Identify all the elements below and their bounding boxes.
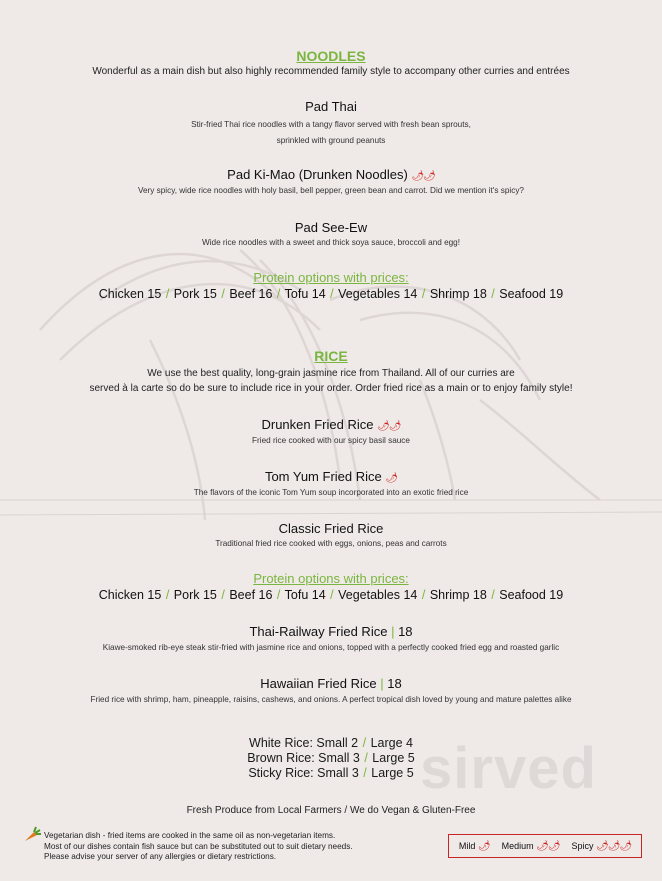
rice-large: Large 4: [370, 736, 413, 750]
dish-name: Thai-Railway Fried Rice | 18: [249, 624, 413, 639]
rice-heading: RICE: [314, 348, 348, 364]
rice-subtitle: served à la carte so do be sure to include rice in your order. Order fried rice as a main or to enjoy family style!: [89, 383, 573, 394]
legend-item: [502, 841, 560, 852]
footer-line: Fresh Produce from Local Farmers / We do Vegan & Gluten-Free: [186, 805, 476, 816]
protein-option: Vegetables 14: [338, 287, 418, 301]
rice-label: Sticky Rice:: [248, 766, 314, 780]
note-line: Vegetarian dish - fried items are cooked in the same oil as non-vegetarian items.: [44, 831, 336, 840]
protein-option: Seafood 19: [499, 588, 564, 602]
protein-option: Pork 15: [173, 287, 217, 301]
plain-rice-row: Sticky Rice: Small 3 / Large 5: [248, 766, 414, 780]
note-line: Please advise your server of any allergies or dietary restrictions.: [44, 852, 277, 861]
chili-icon: 🌶🌶: [377, 421, 401, 432]
rice-subtitle: We use the best quality, long-grain jasmine rice from Thailand. All of our curries are: [147, 368, 515, 379]
carrot-icon: [22, 826, 42, 844]
protein-list: Chicken 15 / Pork 15 / Beef 16 / Tofu 14 / Vegetables 14 / Shrimp 18 / Seafood 19: [98, 588, 564, 602]
dietary-note: [44, 831, 424, 863]
dish-description: The flavors of the iconic Tom Yum soup incorporated into an exotic fried rice: [193, 488, 469, 497]
dish-description: Traditional fried rice cooked with eggs, onions, peas and carrots: [215, 539, 447, 548]
dish-title: Classic Fried Rice: [278, 521, 384, 536]
dish-description: Wide rice noodles with a sweet and thick soya sauce, broccoli and egg!: [201, 238, 461, 247]
protein-option: Tofu 14: [284, 287, 326, 301]
protein-list: Chicken 15 / Pork 15 / Beef 16 / Tofu 14 / Vegetables 14 / Shrimp 18 / Seafood 19: [98, 287, 564, 301]
plain-rice-row: Brown Rice: Small 3 / Large 5: [247, 751, 415, 765]
rice-large: Large 5: [372, 751, 415, 765]
dish-title: Drunken Fried Rice: [261, 417, 374, 432]
rice-label: Brown Rice:: [247, 751, 315, 765]
protein-option: Tofu 14: [284, 588, 326, 602]
dish-description: Very spicy, wide rice noodles with holy basil, bell pepper, green bean and carrot. Did we mention it's spicy?: [138, 186, 524, 195]
dish-description: Fried rice with shrimp, ham, pineapple, raisins, cashews, and onions. A perfect tropical dish loved by young and mature palettes alike: [90, 695, 572, 704]
protein-heading: Protein options with prices:: [253, 571, 409, 586]
dish-description: Kiawe-smoked rib-eye steak stir-fried with jasmine rice and onions, topped with a perfectly cooked fried egg and roasted garlic: [102, 643, 560, 652]
protein-heading: Protein options with prices:: [253, 270, 409, 285]
chili-icon: 🌶🌶: [411, 171, 435, 182]
watermark: sirved: [420, 736, 597, 801]
dish-name: [0, 417, 662, 432]
protein-option: Shrimp 18: [429, 588, 487, 602]
dish-title: Pad Thai: [305, 99, 357, 114]
chili-icon: 🌶: [477, 840, 490, 852]
rice-small: Small 2: [316, 736, 359, 750]
dish-price: 18: [387, 676, 402, 691]
dish-name: Hawaiian Fried Rice | 18: [260, 676, 402, 691]
protein-option: Shrimp 18: [429, 287, 487, 301]
dish-title: Thai-Railway Fried Rice: [249, 624, 388, 639]
rice-small: Small 3: [318, 751, 360, 765]
rice-large: Large 5: [371, 766, 414, 780]
noodles-heading: NOODLES: [296, 48, 366, 64]
dish-description: Stir-fried Thai rice noodles with a tangy flavor served with fresh bean sprouts,: [191, 120, 471, 129]
legend-label: Spicy: [571, 840, 594, 851]
protein-option: Chicken 15: [98, 588, 162, 602]
protein-option: Chicken 15: [98, 287, 162, 301]
dish-name: [0, 469, 662, 484]
chili-icon: 🌶🌶🌶: [596, 840, 632, 852]
protein-option: Beef 16: [229, 588, 273, 602]
dish-name: [0, 220, 662, 235]
plain-rice-row: White Rice: Small 2 / Large 4: [249, 736, 413, 750]
dish-name: [0, 167, 662, 182]
dish-description: sprinkled with ground peanuts: [276, 136, 386, 145]
protein-option: Beef 16: [229, 287, 273, 301]
dish-title: Hawaiian Fried Rice: [260, 676, 377, 691]
dish-title: Pad See-Ew: [294, 220, 368, 235]
dish-title: Tom Yum Fried Rice: [264, 469, 382, 484]
dish-title: Pad Ki-Mao (Drunken Noodles): [227, 167, 408, 182]
dish-price: 18: [398, 624, 413, 639]
protein-option: Vegetables 14: [338, 588, 418, 602]
spice-legend: [448, 834, 642, 858]
rice-small: Small 3: [317, 766, 359, 780]
protein-option: Seafood 19: [499, 287, 564, 301]
note-line: Most of our dishes contain fish sauce but can be substituted out to suit dietary needs.: [44, 841, 353, 851]
dish-name: [0, 99, 662, 114]
protein-option: Pork 15: [173, 588, 217, 602]
noodles-subtitle: Wonderful as a main dish but also highly recommended family style to accompany other curries and entrées: [92, 66, 570, 77]
rice-label: White Rice:: [249, 736, 313, 750]
dish-description: Fried rice cooked with our spicy basil sauce: [252, 436, 410, 445]
chili-icon: 🌶🌶: [536, 840, 560, 852]
legend-item: [459, 841, 490, 852]
legend-label: Medium: [501, 840, 534, 851]
legend-item: [572, 841, 632, 852]
chili-icon: 🌶: [385, 473, 398, 484]
legend-label: Mild: [458, 840, 476, 851]
dish-name: [0, 521, 662, 536]
